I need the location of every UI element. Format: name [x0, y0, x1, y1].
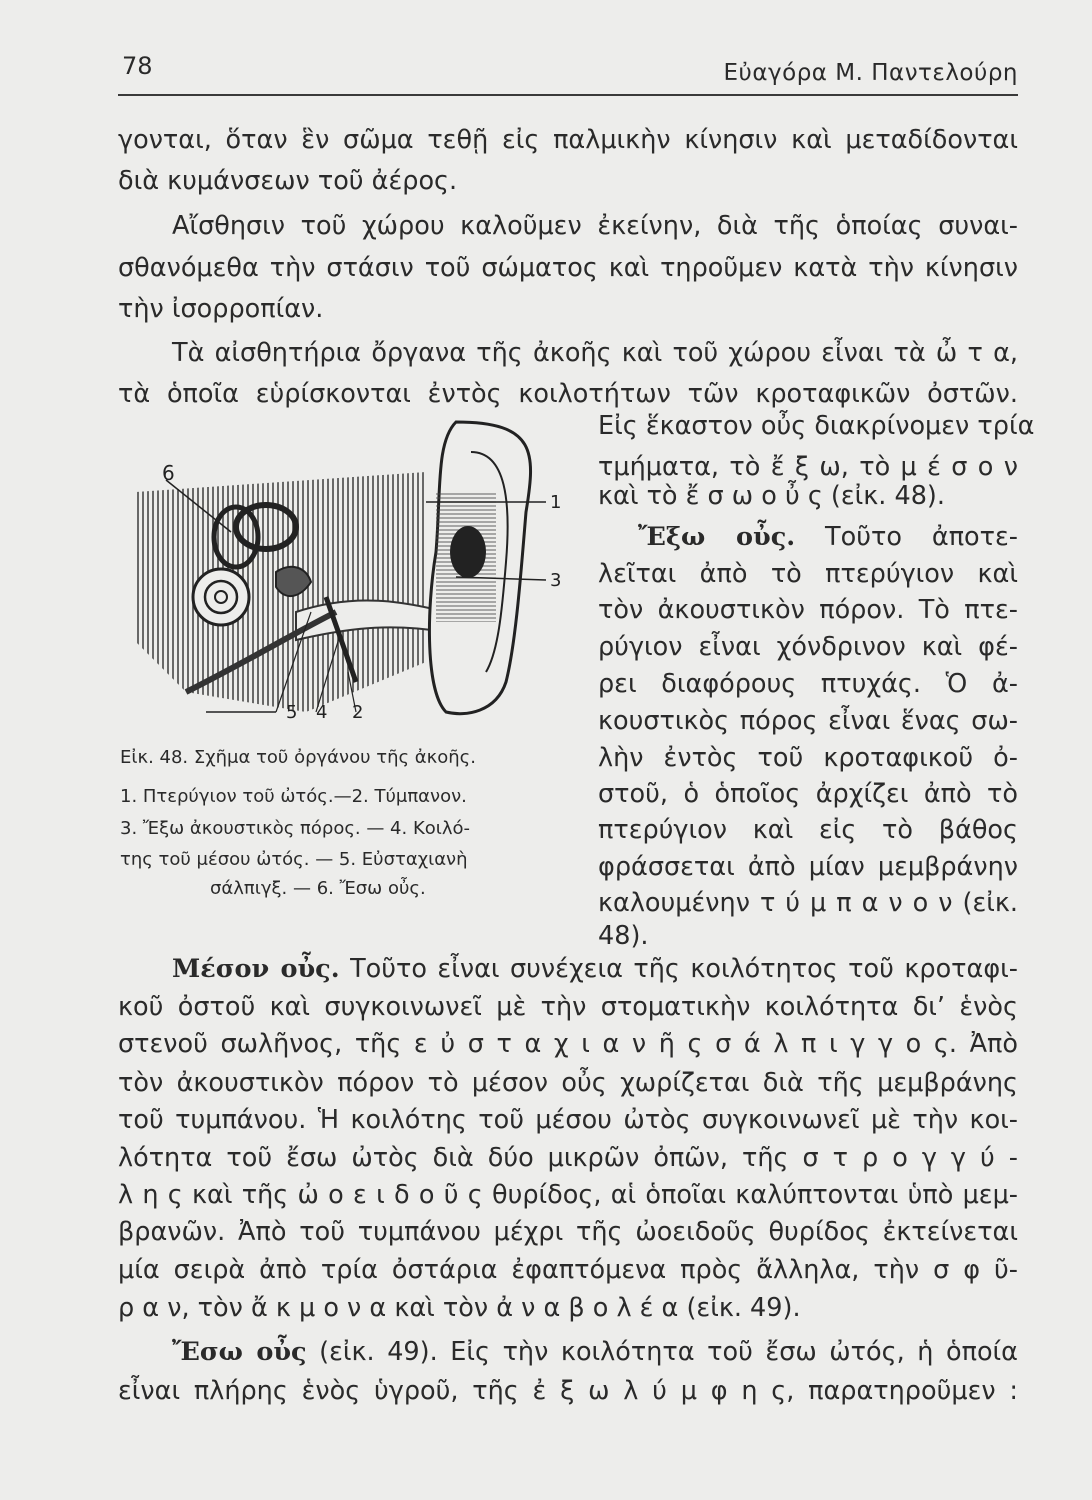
label-1: 1 — [550, 492, 562, 513]
text-line: φράσσεται ἀπὸ μίαν μεμβράνην — [598, 852, 1018, 882]
page-number: 78 — [122, 52, 153, 80]
figure-caption-line: Εἰκ. 48. Σχῆμα τοῦ ὀργάνου τῆς ἀκοῆς. — [120, 747, 476, 768]
text-line: καὶ τὸ ἔ σ ω ο ὖ ς (εἰκ. 48). — [598, 481, 945, 511]
text-line: Τὰ αἰσθητήρια ὄργανα τῆς ἀκοῆς καὶ τοῦ χώρου εἶναι τὰ ὦ τ α, — [172, 338, 1018, 368]
text-line: Μέσον οὖς. Τοῦτο εἶναι συνέχεια τῆς κοιλότητος τοῦ κροταφι- — [172, 954, 1018, 984]
text-line: Αἴσθησιν τοῦ χώρου καλοῦμεν ἐκείνην, διὰ τῆς ὁποίας συναι- — [172, 211, 1018, 241]
figure-caption-line: 1. Πτερύγιον τοῦ ὠτός.—2. Τύμπανον. — [120, 786, 467, 807]
text-line: λὴν ἐντὸς τοῦ κροταφικοῦ ὀ- — [598, 743, 1018, 773]
text-line: τὸν ἀκουστικὸν πόρον. Τὸ πτε- — [598, 595, 1018, 625]
text-line: κουστικὸς πόρος εἶναι ἕνας σω- — [598, 706, 1018, 736]
figure-caption-line: σάλπιγξ. — 6. Ἔσω οὖς. — [210, 878, 426, 899]
subheading-outer-ear: Ἔξω οὖς. — [638, 522, 796, 552]
label-6: 6 — [162, 461, 175, 485]
label-3: 3 — [550, 570, 562, 591]
text-line: 48). — [598, 921, 649, 951]
text-line: τοῦ τυμπάνου. Ἡ κοιλότης τοῦ μέσου ὠτὸς συγκοινωνεῖ μὲ τὴν κοι- — [118, 1105, 1018, 1135]
running-title: Εὐαγόρα Μ. Παντελούρη — [723, 60, 1018, 86]
subheading-middle-ear: Μέσον οὖς. — [172, 954, 340, 984]
text-line: λότητα τοῦ ἔσω ὠτὸς διὰ δύο μικρῶν ὀπῶν, τῆς σ τ ρ ο γ γ ύ - — [118, 1143, 1018, 1173]
text-line: ρύγιον εἶναι χόνδρινον καὶ φέ- — [598, 632, 1018, 662]
text-line: στοῦ, ὁ ὁποῖος ἀρχίζει ἀπὸ τὸ — [598, 779, 1018, 809]
text-line: μία σειρὰ ἀπὸ τρία ὀστάρια ἐφαπτόμενα πρὸς ἄλληλα, τὴν σ φ ῦ- — [118, 1255, 1018, 1285]
text-line: λ η ς καὶ τῆς ὠ ο ε ι δ ο ῦ ς θυρίδος, αἱ ὁποῖαι καλύπτονται ὑπὸ μεμ- — [118, 1180, 1018, 1210]
text-line: σθανόμεθα τὴν στάσιν τοῦ σώματος καὶ τηροῦμεν κατὰ τὴν κίνησιν — [118, 253, 1018, 283]
figure-caption-line: 3. Ἔξω ἀκουστικὸς πόρος. — 4. Κοιλό- — [120, 818, 471, 839]
text-line: τμήματα, τὸ ἔ ξ ω, τὸ μ έ σ ο ν — [598, 452, 1018, 482]
text-line: διὰ κυμάνσεων τοῦ ἀέρος. — [118, 166, 458, 196]
text-line: ρει διαφόρους πτυχάς. Ὁ ἀ- — [598, 669, 1018, 699]
label-4: 4 — [316, 702, 328, 723]
text-line: στενοῦ σωλῆνος, τῆς ε ὐ σ τ α χ ι α ν ῆ ς σ ά λ π ι γ γ ο ς. Ἀπὸ — [118, 1029, 1018, 1059]
text-line: καλουμένην τ ύ μ π α ν ο ν (εἰκ. — [598, 888, 1018, 918]
text-line: ρ α ν, τὸν ἄ κ μ ο ν α καὶ τὸν ἀ ν α β ο λ έ α (εἰκ. 49). — [118, 1293, 801, 1323]
text-line: εἶναι πλήρης ἑνὸς ὑγροῦ, τῆς ἐ ξ ω λ ύ μ φ η ς, παρατηροῦμεν : — [118, 1376, 1018, 1406]
text-line: Ἔξω οὖς. Τοῦτο ἀποτε- — [638, 522, 1018, 552]
figure-caption-line: της τοῦ μέσου ὠτός. — 5. Εὐσταχιανὴ — [120, 849, 468, 870]
subheading-inner-ear: Ἔσω οὖς — [172, 1337, 307, 1367]
ear-figure — [126, 412, 576, 742]
text-line: Ἔσω οὖς (εἰκ. 49). Εἰς τὴν κοιλότητα τοῦ ἔσω ὠτός, ἡ ὁποία — [172, 1337, 1018, 1367]
text-line: κοῦ ὀστοῦ καὶ συγκοινωνεῖ μὲ τὴν στοματικὴν κοιλότητα δι’ ἑνὸς — [118, 992, 1018, 1022]
header-rule — [118, 94, 1018, 96]
page-header — [118, 46, 1018, 86]
label-2: 2 — [352, 702, 364, 723]
text-line: Εἰς ἕκαστον οὖς διακρίνομεν τρία — [598, 411, 1035, 441]
text-line: τὰ ὁποῖα εὑρίσκονται ἐντὸς κοιλοτήτων τῶν κροταφικῶν ὀστῶν. — [118, 379, 1018, 409]
text-line: τὸν ἀκουστικὸν πόρον τὸ μέσον οὖς χωρίζεται διὰ τῆς μεμβράνης — [118, 1068, 1018, 1098]
text-line: πτερύγιον καὶ εἰς τὸ βάθος — [598, 815, 1018, 845]
text-line: λεῖται ἀπὸ τὸ πτερύγιον καὶ — [598, 559, 1018, 589]
text-line: βρανῶν. Ἀπὸ τοῦ τυμπάνου μέχρι τῆς ὠοειδοῦς θυρίδος ἐκτείνεται — [118, 1217, 1018, 1247]
concha-dark — [450, 526, 486, 578]
cochlea — [193, 569, 249, 625]
label-5: 5 — [286, 702, 298, 723]
text-line: τὴν ἰσορροπίαν. — [118, 294, 324, 324]
text-line: γονται, ὅταν ἓν σῶμα τεθῇ εἰς παλμικὴν κίνησιν καὶ μεταδίδονται — [118, 125, 1018, 155]
